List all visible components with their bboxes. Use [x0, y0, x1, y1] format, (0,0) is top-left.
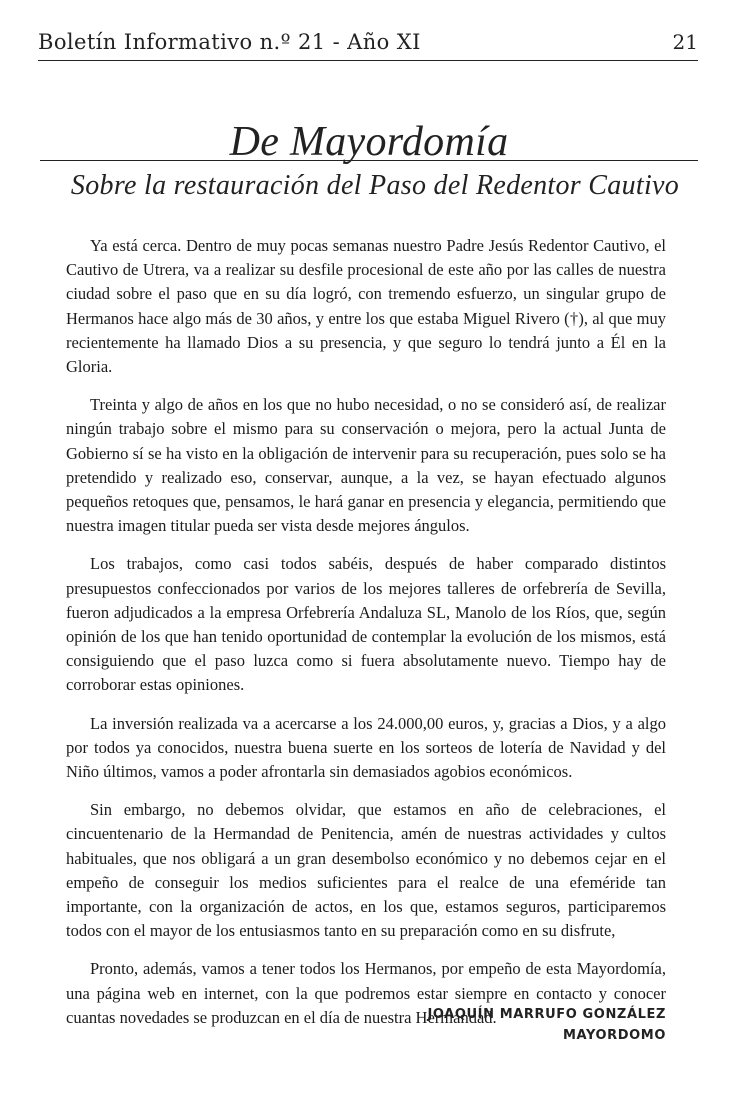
article-body [66, 234, 666, 1044]
paragraph-2: Treinta y algo de años en los que no hubo necesidad, o no se consideró así, de realizar ningún trabajo sobre el mismo para su conservación o mejora, pero la actual Junta de Gobierno sí se ha visto en la obligación de intervenir para su recuperación, pues solo se ha pretendido y realizado eso, conservar, aunque, a la vez, se hayan efectuado algunos pequeños retoques que, pensamos, le hará ganar en presencia y elegancia, permitiendo que nuestra imagen titular pueda ser vista desde mejores ángulos. [66, 395, 666, 536]
author-role: MAYORDOMO [563, 1028, 666, 1043]
section-heading [40, 118, 698, 165]
page-number: 21 [672, 30, 698, 54]
paragraph-3: Los trabajos, como casi todos sabéis, después de haber comparado distintos presupuestos confeccionados por varios de los mejores talleres de orfebrería de Sevilla, fueron adjudicados a la empresa Orfebrería Andaluza SL, Manolo de los Ríos, que, según opinión de los que han tenido oportunidad de contemplar la evolución de los mismos, está consiguiendo que el paso luzca como si fuera absolutamente nuevo. Tiempo hay de corroborar estas opiniones. [66, 554, 666, 695]
paragraph-6: Pronto, además, vamos a tener todos los Hermanos, por empeño de esta Mayordomía, una página web en internet, con la que podremos estar siempre en contacto y conocer cuantas novedades se produzcan en el día de nuestra Hermandad. [66, 959, 666, 1027]
paragraph-5: Sin embargo, no debemos olvidar, que estamos en año de celebraciones, el cincuentenario de la Hermandad de Penitencia, amén de nuestras actividades y cultos habituales, que nos obligará a un gran desembolso económico y no debemos cejar en el empeño de conseguir los medios suficientes para el realce de una efeméride tan importante, con la organización de actos, en los que, estamos seguros, participaremos todos con el mayor de los entusiasmos tanto en su preparación como en su disfrute, [66, 800, 666, 941]
paragraph-1: Ya está cerca. Dentro de muy pocas semanas nuestro Padre Jesús Redentor Cautivo, el Cautivo de Utrera, va a realizar su desfile procesional de este año por las calles de nuestra ciudad sobre el paso que en su día logró, con tremendo esfuerzo, un singular grupo de Hermanos hace algo más de 30 años, y entre los que estaba Miguel Rivero (†), al que muy recientemente ha llamado Dios a su presencia, y que seguro lo tendrá junto a Él en la Gloria. [66, 236, 666, 377]
author-name: JOAQUÍN MARRUFO GONZÁLEZ [427, 1007, 666, 1022]
signature-block [427, 1004, 666, 1046]
section-title: De Mayordomía [229, 119, 509, 165]
bulletin-title: Boletín Informativo n.º 21 - Año XI [38, 30, 421, 54]
page-header [38, 24, 698, 61]
paragraph-4: La inversión realizada va a acercarse a los 24.000,00 euros, y, gracias a Dios, y a algo por todos ya conocidos, nuestra buena suerte en los sorteos de lotería de Navidad y del Niño últimos, vamos a poder afrontarla sin demasiados agobios económicos. [66, 713, 666, 782]
article-subtitle: Sobre la restauración del Paso del Redentor Cautivo [70, 170, 680, 201]
